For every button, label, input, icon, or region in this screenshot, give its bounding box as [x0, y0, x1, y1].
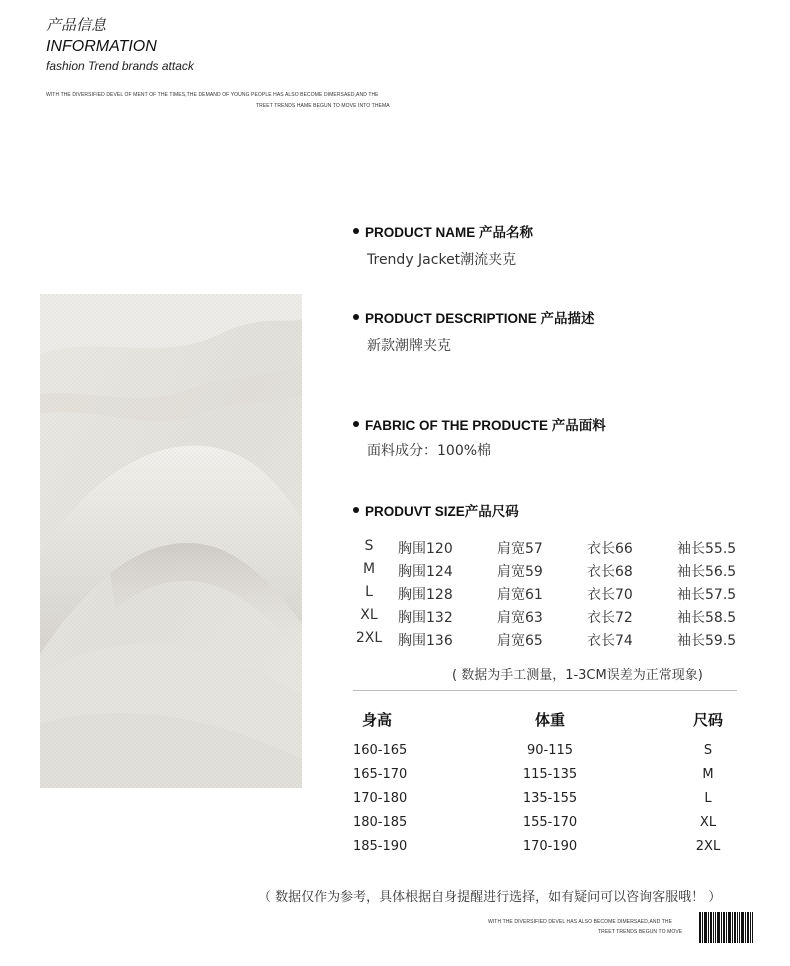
product-description-value: 新款潮牌夹克: [367, 338, 451, 354]
size-label: XL: [360, 607, 378, 623]
bullet-dot-icon: [353, 421, 359, 427]
height-cell: 170-180: [353, 791, 408, 806]
product-name-heading-text: PRODUCT NAME 产品名称: [365, 225, 533, 240]
weight-cell: 115-135: [522, 767, 578, 782]
fabric-photo: [40, 294, 302, 788]
header-title-cn: 产品信息: [46, 16, 107, 34]
size-label: S: [364, 538, 374, 554]
size-spec-row: [353, 607, 753, 627]
divider: [353, 690, 737, 691]
size-label: M: [362, 561, 376, 577]
footer-tagline-line2: TREET TRENDS BEGUN TO MOVE: [598, 929, 683, 935]
bullet-dot-icon: [353, 228, 359, 234]
chest-value: 胸围136: [398, 633, 453, 649]
sleeve-value: 袖长58.5: [677, 610, 737, 626]
size-cell: XL: [699, 815, 717, 830]
size-label: L: [365, 584, 373, 600]
shoulder-value: 肩宽61: [497, 587, 543, 603]
footer-tagline-line1: WITH THE DIVERSIFIED DEVEL HAS ALSO BECOME DIMERSAED,AND THE: [488, 919, 672, 925]
fabric-heading: [353, 414, 606, 434]
weight-cell: 155-170: [522, 815, 578, 830]
product-description-heading-text: PRODUCT DESCRIPTIONE 产品描述: [365, 311, 595, 326]
size-cell: L: [704, 791, 712, 806]
length-value: 衣长70: [587, 587, 633, 603]
size-label: 2XL: [355, 630, 383, 646]
chest-value: 胸围132: [398, 610, 453, 626]
measurement-note: ( 数据为手工测量，1-3CM误差为正常现象): [452, 668, 703, 683]
size-cell: S: [703, 743, 713, 758]
height-cell: 185-190: [353, 839, 408, 854]
length-value: 衣长72: [587, 610, 633, 626]
header-subtitle: fashion Trend brands attack: [46, 59, 194, 73]
chest-value: 胸围120: [398, 541, 453, 557]
size-spec-row: [353, 584, 753, 604]
shoulder-value: 肩宽59: [497, 564, 543, 580]
size-heading-text: PRODUVT SIZE产品尺码: [365, 504, 519, 519]
header-tagline-line2: TREET TRENDS HAME BEGUN TO MOVE INTO THEMA: [256, 103, 390, 109]
weight-cell: 135-155: [522, 791, 578, 806]
sleeve-value: 袖长56.5: [677, 564, 737, 580]
height-header: 身高: [362, 711, 393, 729]
product-description-heading: [353, 307, 595, 327]
shoulder-value: 肩宽65: [497, 633, 543, 649]
size-cell: M: [702, 767, 714, 782]
height-cell: 165-170: [353, 767, 408, 782]
product-name-value: Trendy Jacket潮流夹克: [367, 252, 517, 268]
size-heading: [353, 500, 519, 520]
fabric-heading-text: FABRIC OF THE PRODUCTE 产品面料: [365, 418, 606, 433]
weight-cell: 90-115: [526, 743, 574, 758]
length-value: 衣长74: [587, 633, 633, 649]
sleeve-value: 袖长57.5: [677, 587, 737, 603]
weight-header: 体重: [534, 711, 565, 729]
chest-value: 胸围124: [398, 564, 453, 580]
header-title-en: INFORMATION: [46, 38, 157, 55]
reference-note: （ 数据仅作为参考，具体根据自身提醒进行选择，如有疑问可以咨询客服哦！ ）: [258, 890, 722, 905]
length-value: 衣长66: [587, 541, 633, 557]
sleeve-value: 袖长55.5: [677, 541, 737, 557]
height-cell: 160-165: [353, 743, 408, 758]
size-header: 尺码: [692, 711, 723, 729]
shoulder-value: 肩宽57: [497, 541, 543, 557]
length-value: 衣长68: [587, 564, 633, 580]
sleeve-value: 袖长59.5: [677, 633, 737, 649]
barcode-icon: [699, 912, 753, 943]
bullet-dot-icon: [353, 314, 359, 320]
fabric-value: 面料成分：100%棉: [367, 443, 492, 459]
shoulder-value: 肩宽63: [497, 610, 543, 626]
size-spec-row: [353, 630, 753, 650]
size-spec-row: [353, 561, 753, 581]
header-tagline-line1: WITH THE DIVERSIFIED DEVEL OF MENT OF THE TIMES,THE DEMAND OF YOUNG PEOPLE HAS ALSO BECOME DIMERSAED,AND THE: [46, 92, 379, 98]
size-cell: 2XL: [695, 839, 721, 854]
size-spec-row: [353, 538, 753, 558]
height-cell: 180-185: [353, 815, 408, 830]
bullet-dot-icon: [353, 507, 359, 513]
chest-value: 胸围128: [398, 587, 453, 603]
product-name-heading: [353, 221, 533, 241]
weight-cell: 170-190: [522, 839, 578, 854]
